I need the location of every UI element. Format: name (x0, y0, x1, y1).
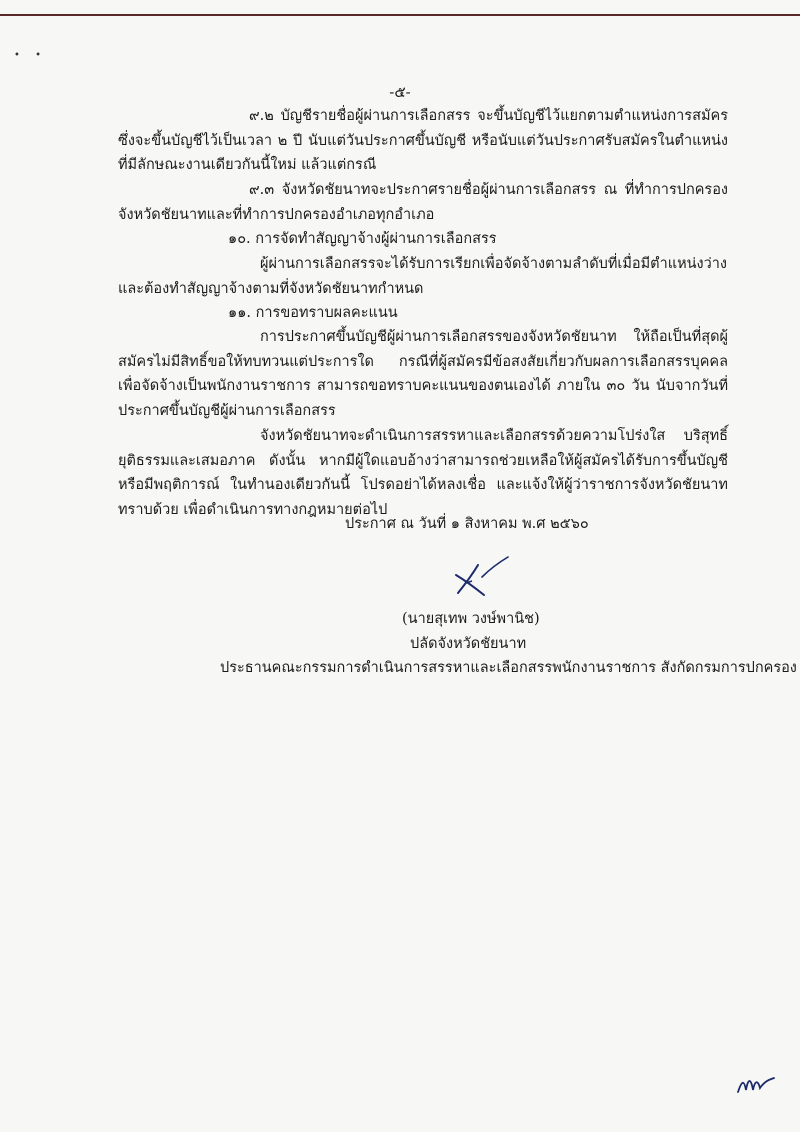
section-9-3: ๙.๓ จังหวัดชัยนาทจะประกาศรายชื่อผู้ผ่านการเลือกสรร ณ ที่ทำการปกครองจังหวัดชัยนาทและที่ทำการปกครองอำเภอทุกอำเภอ (118, 182, 728, 223)
signatory-position: ปลัดจังหวัดชัยนาท (410, 636, 527, 652)
section-9-2: ๙.๒ บัญชีรายชื่อผู้ผ่านการเลือกสรร จะขึ้นบัญชีไว้แยกตามตำแหน่งการสมัครซึ่งจะขึ้นบัญชีไว้เป็นเวลา ๒ ปี นับแต่วันประกาศขึ้นบัญชี หรือนับแต่วันประกาศรับสมัครในตำแหน่งที่มีลักษณะงานเดียวกันนี้ใหม่ แล้วแต่กรณี (118, 108, 728, 173)
scan-specks: • • (14, 50, 47, 61)
handwritten-signature (452, 553, 512, 599)
page-number: -๕- (389, 83, 411, 101)
section-11-heading: ๑๑. การขอทราบผลคะแนน (228, 305, 398, 321)
handwritten-initial (736, 1072, 776, 1098)
page-top-border (0, 14, 800, 16)
section-11-body: การประกาศขึ้นบัญชีผู้ผ่านการเลือกสรรของจังหวัดชัยนาท ให้ถือเป็นที่สุดผู้สมัครไม่มีสิทธิ์ขอให้ทบทวนแต่ประการใด กรณีที่ผู้สมัครมีข้อสงสัยเกี่ยวกับผลการเลือกสรรบุคคลเพื่อจัดจ้างเป็นพนักงานราชการ สามารถขอทราบคะแนนของตนเองได้ ภายใน ๓๐ วัน นับจากวันที่ประกาศขึ้นบัญชีผู้ผ่านการเลือกสรร (118, 329, 728, 419)
announcement-date: ประกาศ ณ วันที่ ๑ สิงหาคม พ.ศ ๒๕๖๐ (345, 516, 589, 532)
section-10-body: ผู้ผ่านการเลือกสรรจะได้รับการเรียกเพื่อจัดจ้างตามลำดับที่เมื่อมีตำแหน่งว่าง และต้องทำสัญญาจ้างตามที่จังหวัดชัยนาทกำหนด (118, 256, 728, 297)
section-10-heading: ๑๐. การจัดทำสัญญาจ้างผู้ผ่านการเลือกสรร (228, 231, 497, 247)
closing-paragraph: จังหวัดชัยนาทจะดำเนินการสรรหาและเลือกสรรด้วยความโปร่งใส บริสุทธิ์ ยุติธรรมและเสมอภาค ดังนั้น หากมีผู้ใดแอบอ้างว่าสามารถช่วยเหลือให้ผู้สมัครได้รับการขึ้นบัญชี หรือมีพฤติการณ์ ในทำนองเดียวกันนี้ โปรดอย่าได้หลงเชื่อ และแจ้งให้ผู้ว่าราชการจังหวัดชัยนาททราบด้วย เพื่อดำเนินการทางกฎหมายต่อไป (118, 428, 728, 518)
committee-chair-title: ประธานคณะกรรมการดำเนินการสรรหาและเลือกสรรพนักงานราชการ สังกัดกรมการปกครอง (220, 660, 797, 676)
signatory-name: (นายสุเทพ วงษ์พานิช) (402, 611, 540, 627)
